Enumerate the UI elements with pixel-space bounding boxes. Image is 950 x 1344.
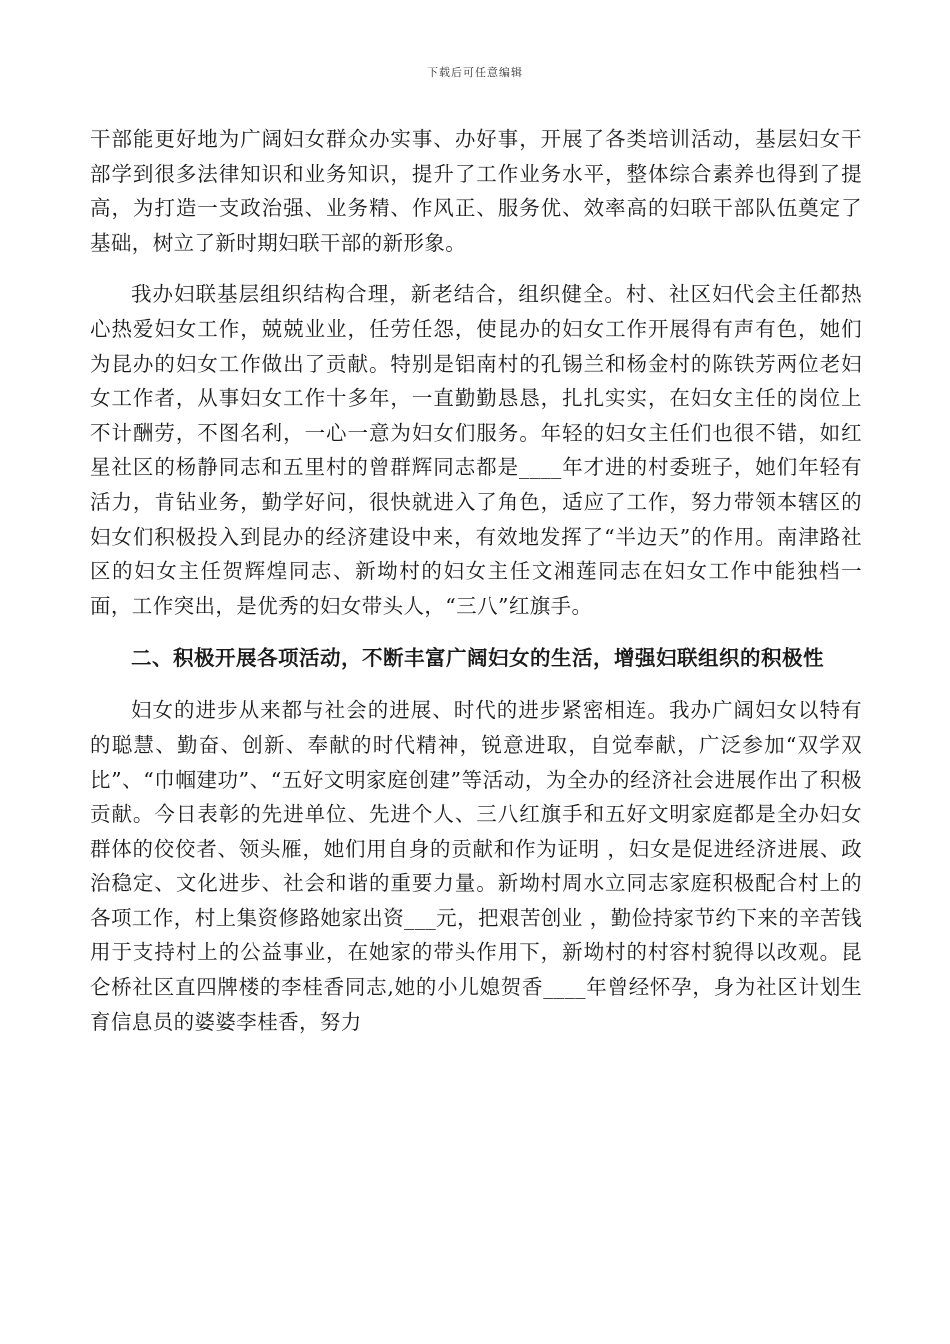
paragraph-organization: 我办妇联基层组织结构合理，新老结合，组织健全。村、社区妇代会主任都热心热爱妇女工作，兢兢业业，任劳任怨，使昆办的妇女工作开展得有声有色，她们为昆办的妇女工作做出了贡献。特别是铝南村的孔锡兰和杨金村的陈铁芳两位老妇女工作者，从事妇女工作十多年，一直勤勤恳恳，扎扎实实，在妇女主任的岗位上不计酬劳，不图名利，一心一意为妇女们服务。年轻的妇女主任们也很不错，如红星社区的杨静同志和五里村的曾群辉同志都是____年才进的村委班子，她们年轻有活力，肯钻业务，勤学好问，很快就进入了角色，适应了工作，努力带领本辖区的妇女们积极投入到昆办的经济建设中来，有效地发挥了“半边天”的作用。南津路社区的妇女主任贺辉煌同志、新坳村的妇女主任文湘莲同志在妇女工作中能独档一面，工作突出，是优秀的妇女带头人，“三八”红旗手。 (90, 282, 862, 618)
page-header-note: 下载后可任意编辑 (427, 66, 523, 79)
paragraph-activities: 妇女的进步从来都与社会的进展、时代的进步紧密相连。我办广阔妇女以特有的聪慧、勤奋、创新、奉献的时代精神，锐意进取，自觉奉献，广泛参加“双学双比”、“巾帼建功”、“五好文明家庭创建”等活动，为全办的经济社会进展作出了积极贡献。今日表彰的先进单位、先进个人、三八红旗手和五好文明家庭都是全办妇女群体的佼佼者、领头雁，她们用自身的贡献和作为证明 ，妇女是促进经济进展、政治稳定、文化进步、社会和谐的重要力量。新坳村周水立同志家庭积极配合村上的各项工作，村上集资修路她家出资___元，把艰苦创业 ，勤俭持家节约下来的辛苦钱用于支持村上的公益事业，在她家的带头作用下，新坳村的村容村貌得以改观。昆仑桥社区直四牌楼的李桂香同志,她的小儿媳贺香____年曾经怀孕，身为社区计划生育信息员的婆婆李桂香，努力 (90, 698, 862, 1034)
paragraph-continuation: 干部能更好地为广阔妇女群众办实事、办好事，开展了各类培训活动，基层妇女干部学到很多法律知识和业务知识，提升了工作业务水平，整体综合素养也得到了提高，为打造一支政治强、业务精、作风正、服务优、效率高的妇联干部队伍奠定了基础，树立了新时期妇联干部的新形象。 (90, 127, 862, 255)
section-heading-2: 二、积极开展各项活动，不断丰富广阔妇女的生活，增强妇联组织的积极性 (131, 646, 824, 671)
document-body (90, 122, 862, 1056)
